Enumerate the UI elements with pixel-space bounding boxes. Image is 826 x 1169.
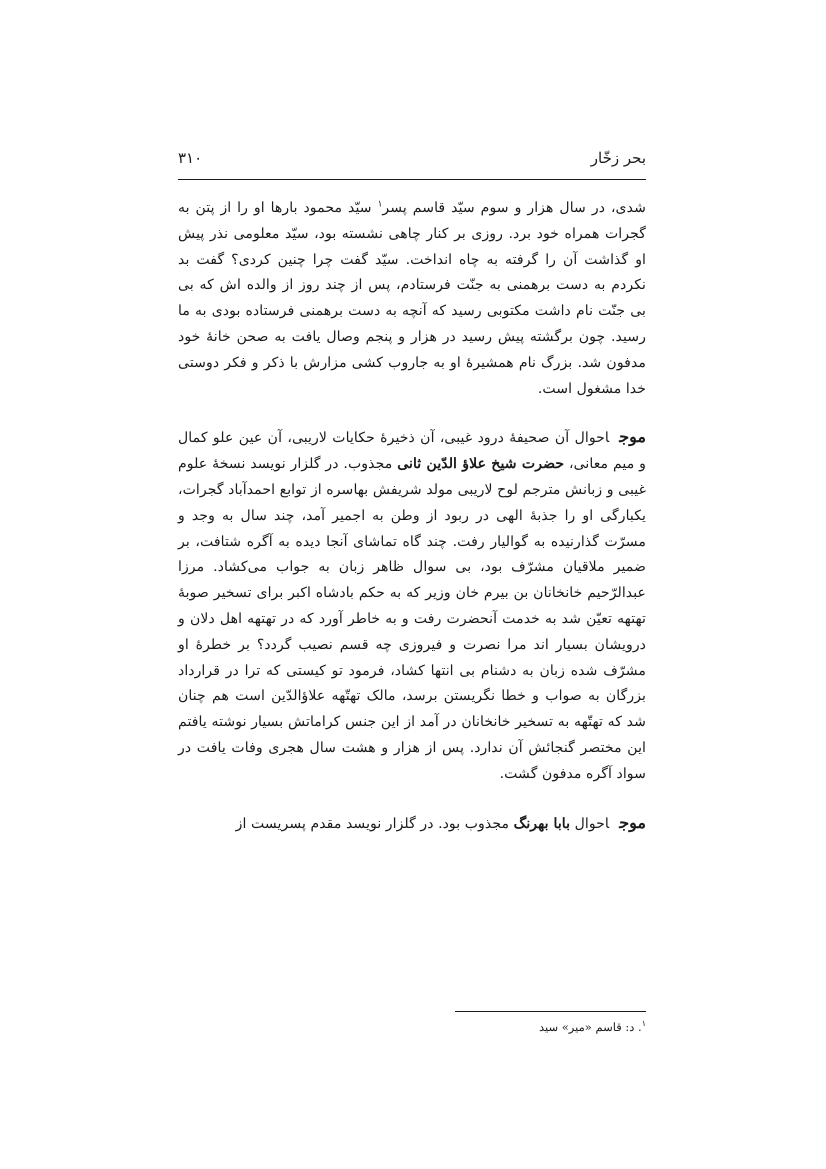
- header-divider: [178, 179, 646, 180]
- emphasized-name: بابا بهرنگ: [513, 815, 571, 832]
- running-header: [178, 146, 646, 182]
- section-marker: موج: [619, 427, 646, 447]
- paragraph: [178, 810, 646, 838]
- text-run: شدی، در سال هزار و سوم سیّد قاسم پسر: [382, 200, 646, 216]
- footnote: [178, 1018, 646, 1036]
- running-title: بحر زخّار: [590, 149, 646, 167]
- footnote-divider: [455, 1011, 646, 1012]
- paragraph: [178, 196, 646, 402]
- main-text: [178, 196, 646, 837]
- paragraph: [178, 424, 646, 787]
- footnote-number: ۱: [641, 1019, 646, 1029]
- page-number: ۳۱۰: [178, 149, 203, 167]
- footnote-reference: ۱: [377, 199, 383, 210]
- text-run: احوال: [570, 815, 610, 832]
- text-run: مجذوب بود. در گلزار نویسد مقدم پسریست از: [235, 815, 514, 832]
- text-run: مجذوب. در گلزار نویسد نسخۀ علوم غیبی و زبانش مترجم لوح لاریبی مولد شریفش بهاسره از توابع احمدآباد گجرات، یکبارگی او را جذبۀ الهی در ربود از وطن به اجمیر آمد، چند سال به وجد و مسرّت گذارنیده به گوالیار رفت. چند گاه تماشای آنجا دیده به آگره شتافت، بر ضمیر ملاقیان مشرّف بود، بی سوال ظاهر زبان به جواب می‌کشاد. مرزا عبدالرّحیم خانخانان بن بیرم خان وزیر که به حکم بادشاه اکبر برای تسخیر صوبۀ تهتهه تعیّن شد به خدمت آنحضرت رفت و به خاطر آورد که در تهتهه اهل دلان و درویشان بسیار اند مرا نصرت و فیروزی چه قسم نصیب گردد؟ بر خطرۀ او مشرّف شده زبان به دشنام بی انتها کشاد، فرمود تو کیستی که ترا در قرارداد بزرگان به صواب و خطا نگریستن برسد، مالک تهتّهه علاؤالدّین است هم چنان شد که تهتّهه به تسخیر خانخانان در آمد از این جنس کراماتش بسیار نوشته یافتم این مختصر گنجائش آن ندارد. پس از هزار و هشت سال هجری وفات یافت در سواد آگره مدفون گشت.: [178, 456, 646, 782]
- text-run: سیّد محمود بارها او را از پتن به گجرات همراه خود برد. روزی بر کنار چاهی نشسته بود، سیّد معلومی نذر پیش او گذاشت آن را گرفته به چاه انداخت. سیّد گفت چرا چنین کردی؟ گفت بد نکردم به دست برهمنی به جنّت فرستادم، پس از چند روز از والده اش که بی بی جنّت نام داشت مکتوبی رسید که آنچه به دست برهمنی فرستاده بودی به ما رسید. چون برگشته پیش رسید در هزار و پنجم وصال یافت به صحن خانۀ خود مدفون شد. بزرگ نام همشیرۀ او به جاروب کشی مزارش با ذکر و فکر دوستی خدا مشغول است.: [178, 200, 646, 397]
- text-run: احوال آن صحیفۀ درود غیبی، آن ذخیرۀ حکایات لاریبی، آن عین علو کمال و میم معانی،: [178, 430, 646, 473]
- section-marker: موج: [619, 812, 646, 832]
- emphasized-name: حضرت شیخ علاؤ الدّین ثانی: [397, 456, 565, 473]
- footnote-text: . د: قاسم «میر» سید: [538, 1020, 642, 1034]
